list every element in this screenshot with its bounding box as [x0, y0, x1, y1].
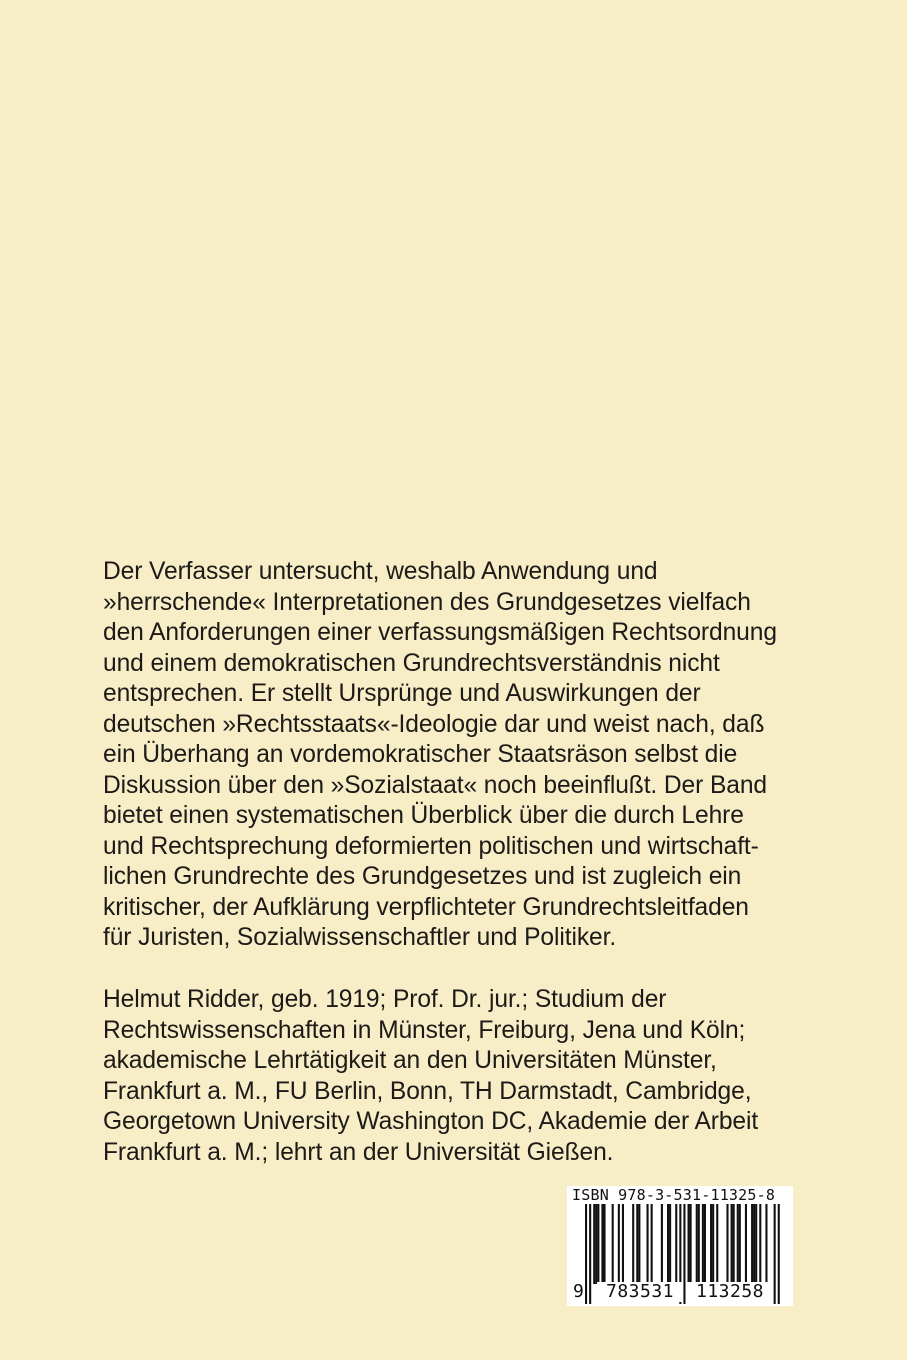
- author-bio: [103, 985, 833, 1168]
- barcode-bar: [712, 1204, 714, 1284]
- description-line: Der Verfasser untersucht, weshalb Anwendung und: [103, 558, 658, 585]
- barcode-bar: [597, 1204, 599, 1284]
- barcode-bar: [647, 1204, 649, 1284]
- barcode-bar: [765, 1204, 767, 1284]
- description-line: und einem demokratischen Grundrechtsverständnis nicht: [103, 649, 720, 677]
- description-line: und Rechtsprechung deformierten politischen und wirtschaft-: [103, 832, 759, 860]
- barcode-bar: [698, 1204, 700, 1284]
- description-line: Diskussion über den »Sozialstaat« noch beeinflußt. Der Band: [103, 771, 767, 799]
- bio-line: Frankfurt a. M.; lehrt an der Universität Gießen.: [103, 1138, 614, 1166]
- barcode-bar: [739, 1204, 741, 1284]
- barcode-guard-bar: [585, 1204, 587, 1304]
- barcode-bar: [733, 1204, 735, 1284]
- barcode-guard-bar: [778, 1204, 780, 1304]
- barcode-bar: [710, 1204, 712, 1284]
- description-line: entsprechen. Er stellt Ursprünge und Auswirkungen der: [103, 680, 701, 707]
- barcode-bar: [737, 1204, 739, 1284]
- barcode-guard-bar: [774, 1204, 776, 1304]
- bio-line: Georgetown University Washington DC, Akademie der Arbeit: [103, 1108, 759, 1135]
- book-description: [103, 557, 833, 954]
- barcode-bar: [661, 1204, 663, 1284]
- barcode-bar: [753, 1204, 755, 1284]
- barcode-bar: [593, 1204, 595, 1284]
- barcode-bar: [612, 1204, 614, 1284]
- barcode-bar: [731, 1204, 733, 1284]
- barcode-bar: [618, 1204, 620, 1284]
- barcode-bar: [622, 1204, 624, 1284]
- description-line: deutschen »Rechtsstaats«-Ideologie dar und weist nach, daß: [103, 710, 765, 738]
- barcode-bar: [603, 1204, 605, 1284]
- barcode-bar: [636, 1204, 638, 1284]
- barcode-bar: [688, 1204, 690, 1284]
- bio-line: Rechtswissenschaften in Münster, Freiburg, Jena und Köln;: [103, 1016, 746, 1044]
- barcode-guard-bar: [589, 1204, 591, 1304]
- barcode-bar: [632, 1204, 634, 1284]
- barcode-bar: [601, 1204, 603, 1284]
- bio-line: Frankfurt a. M., FU Berlin, Bonn, TH Darmstadt, Cambridge,: [103, 1077, 752, 1105]
- ean-first-digit: 9: [573, 1281, 584, 1302]
- description-line: ein Überhang an vordemokratischer Staatsräson selbst die: [103, 741, 738, 768]
- barcode-bar: [638, 1204, 640, 1284]
- description-line: kritischer, der Aufklärung verpflichteter Grundrechtsleitfaden: [103, 893, 749, 921]
- description-line: »herrschende« Interpretationen des Grundgesetzes vielfach: [103, 588, 751, 616]
- description-line: bietet einen systematischen Überblick über die durch Lehre: [103, 802, 744, 829]
- barcode-bar: [675, 1204, 677, 1284]
- barcode-bar: [667, 1204, 669, 1284]
- barcode-bar: [651, 1204, 653, 1284]
- barcode-bar: [702, 1204, 704, 1284]
- barcode-guard-bar: [683, 1204, 685, 1304]
- barcode-bar: [759, 1204, 761, 1284]
- barcode-bar: [745, 1204, 747, 1284]
- bio-line: akademische Lehrtätigkeit an den Universitäten Münster,: [103, 1047, 717, 1074]
- barcode-bar: [716, 1204, 718, 1284]
- bio-line: Helmut Ridder, geb. 1919; Prof. Dr. jur.; Studium der: [103, 986, 667, 1013]
- barcode-bar: [690, 1204, 692, 1284]
- ean-right-digits: 113258: [687, 1282, 773, 1302]
- barcode-bar: [751, 1204, 753, 1284]
- isbn-label: ISBN 978-3-531-11325-8: [572, 1186, 776, 1204]
- barcode-bar: [595, 1204, 597, 1284]
- barcode-bar: [704, 1204, 706, 1284]
- ean-left-digits: 783531: [597, 1282, 683, 1302]
- description-line: lichen Grundrechte des Grundgesetzes und ist zugleich ein: [103, 863, 742, 890]
- barcode-bar: [755, 1204, 757, 1284]
- barcode-bar: [669, 1204, 671, 1284]
- barcode-bar: [696, 1204, 698, 1284]
- description-line: den Anforderungen einer verfassungsmäßigen Rechtsordnung: [103, 619, 777, 646]
- isbn-barcode: [567, 1186, 793, 1306]
- barcode-bar: [726, 1204, 728, 1284]
- description-line: für Juristen, Sozialwissenschaftler und Politiker.: [103, 924, 617, 951]
